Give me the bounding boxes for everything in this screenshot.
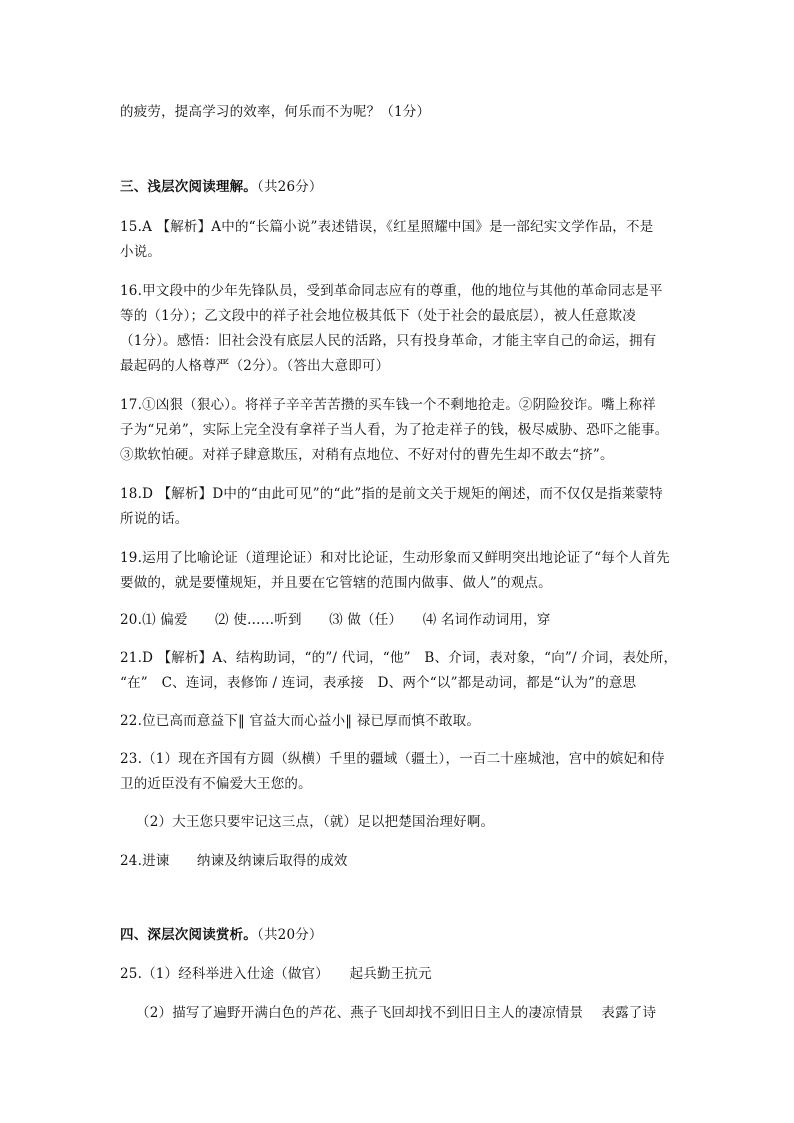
text-line: 19.运用了比喻论证（道理论证）和对比论证，生动形象而又鲜明突出地论证了“每个人首先 [120, 550, 670, 566]
text-line: 24.进谏 纳谏及纳谏后取得的成效 [120, 853, 348, 869]
text-line: （2）描写了遍野开满白色的芦花、燕子飞回却找不到旧日主人的凄凉情景 表露了诗 [136, 1005, 657, 1021]
text-line: 20.⑴ 偏爱 ⑵ 使……听到 ⑶ 做（任） ⑷ 名词作动词用，穿 [120, 612, 551, 628]
text-line: 子为“兄弟”，实际上完全没有拿祥子当人看，为了抢走祥子的钱，极尽威胁、恐吓之能事。 [120, 422, 669, 438]
section-heading [120, 175, 680, 195]
text-line: （2）大王您只要牢记这三点，（就）足以把楚国治理好啊。 [136, 814, 495, 830]
text-line: 15.A 【解析】A中的“长篇小说”表述错误，《红星照耀中国》是一部纪实文学作品，不是 [120, 219, 654, 235]
text-line: 要做的，就是要懂规矩，并且要在它管辖的范围内做事、做人”的观点。 [120, 575, 552, 591]
section-heading [120, 923, 680, 943]
text-line: “在” C、连词，表修饰 / 连词，表承接 D、两个“以”都是动词，都是“认为”的意思 [120, 675, 637, 691]
section-title: 三、浅层次阅读理解。 [120, 179, 257, 195]
text-line: （1分）。感悟：旧社会没有底层人民的活路，只有投身革命，才能主宰自己的命运，拥有 [120, 333, 657, 349]
section-title: 四、深层次阅读赏析。 [120, 927, 257, 943]
text-line: 所说的话。 [120, 511, 189, 527]
text-line: 17.①凶狠（狠心）。将祥子辛辛苦苦攒的买车钱一个不剩地抢走。②阴险狡诈。嘴上称祥 [120, 397, 656, 413]
text-line: 16.甲文段中的少年先锋队员，受到革命同志应有的尊重，他的地位与其他的革命同志是平 [120, 283, 663, 299]
text-line: 等的（1分）；乙文段中的祥子社会地位极其低下（处于社会的最底层），被人任意欺凌 [120, 308, 636, 324]
section-points: （共20分） [257, 927, 323, 943]
text-line: 18.D 【解析】D中的“由此可见”的“此”指的是前文关于规矩的阐述，而不仅仅是指莱蒙特 [120, 486, 663, 502]
text-line: 21.D 【解析】A、结构助词，“的”/ 代词，“他” B、介词，表对象，“向”/ 介词，表处所， [120, 650, 678, 666]
text-line: 23.（1）现在齐国有方圆（纵横）千里的疆域（疆土），一百二十座城池，宫中的嫔妃和侍 [120, 751, 665, 767]
text-line: 的疲劳，提高学习的效率，何乐而不为呢？（1分） [120, 104, 431, 120]
section-points: （共26分） [257, 179, 323, 195]
text-line: ③欺软怕硬。对祥子肆意欺压，对稍有点地位、不好对付的曹先生却不敢去“挤”。 [120, 447, 614, 463]
text-line: 25.（1）经科举进入仕途（做官） 起兵勤王抗元 [120, 966, 432, 982]
text-line: 卫的近臣没有不偏爱大王您的。 [120, 776, 312, 792]
text-line: 最起码的人格尊严（2分）。（答出大意即可） [120, 358, 390, 374]
text-line: 22.位已高而意益下‖ 官益大而心益小‖ 禄已厚而慎不敢取。 [120, 713, 481, 729]
text-line: 小说。 [120, 244, 162, 260]
